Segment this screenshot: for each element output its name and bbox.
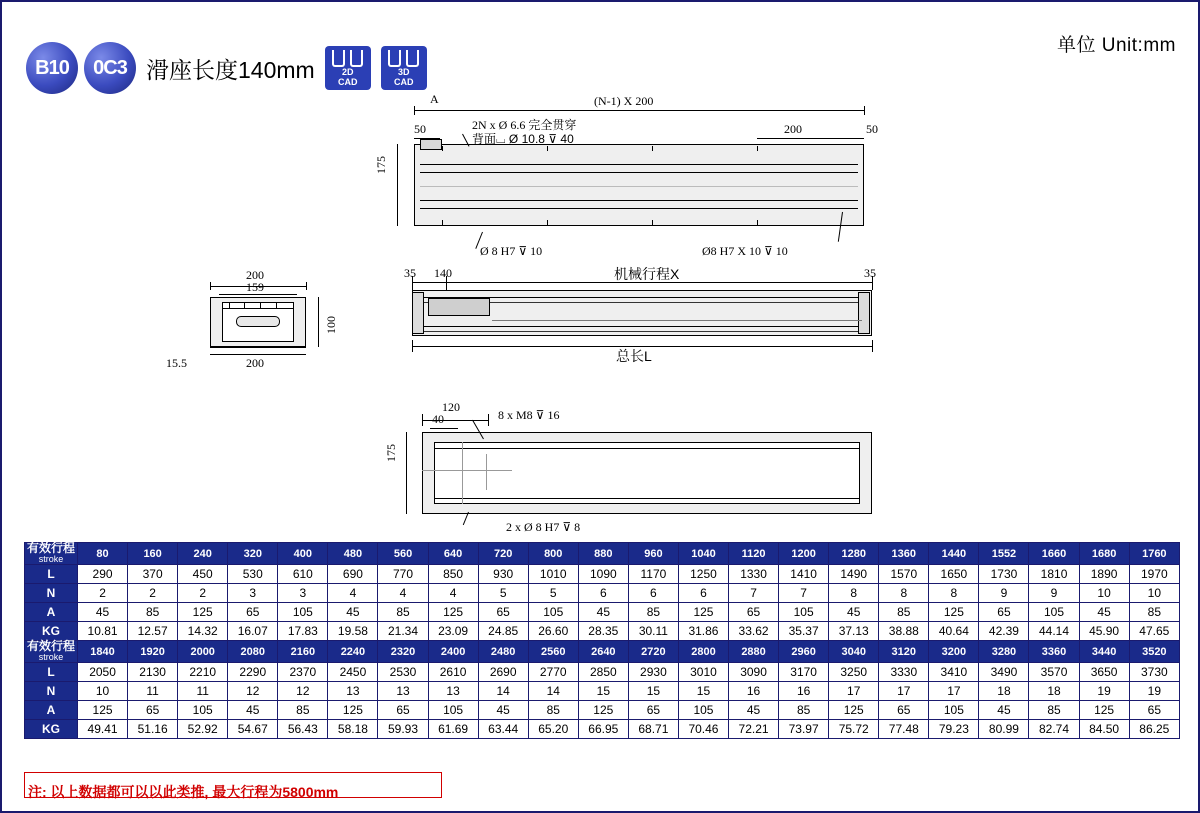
cell-kg: 26.60 (528, 622, 578, 641)
cell-n: 4 (428, 584, 478, 603)
stroke-cell: 1840 (78, 641, 128, 663)
cell-kg: 45.90 (1079, 622, 1129, 641)
cell-kg: 86.25 (1129, 720, 1179, 739)
cell-kg: 56.43 (278, 720, 328, 739)
cell-l: 770 (378, 565, 428, 584)
cell-kg: 17.83 (278, 622, 328, 641)
hole-note-1: 2N x Ø 6.6 完全贯穿 (472, 118, 577, 132)
cell-n: 16 (779, 682, 829, 701)
dim-35-right: 35 (864, 266, 876, 280)
cell-n: 7 (779, 584, 829, 603)
section-slot (236, 316, 280, 327)
stroke-cell: 2080 (228, 641, 278, 663)
cell-l: 850 (428, 565, 478, 584)
cell-kg: 82.74 (1029, 720, 1079, 739)
stroke-cell: 560 (378, 543, 428, 565)
cell-a: 105 (779, 603, 829, 622)
cell-a: 105 (1029, 603, 1079, 622)
cell-l: 1890 (1079, 565, 1129, 584)
cell-l: 2850 (578, 663, 628, 682)
cell-kg: 70.46 (678, 720, 728, 739)
cell-kg: 73.97 (779, 720, 829, 739)
cell-a: 65 (628, 701, 678, 720)
hole-note-4: Ø8 H7 X 10 ⊽ 10 (702, 244, 788, 258)
cell-n: 6 (578, 584, 628, 603)
row-label-n: N (25, 584, 78, 603)
cell-a: 85 (779, 701, 829, 720)
cell-kg: 72.21 (729, 720, 779, 739)
cell-a: 105 (428, 701, 478, 720)
cell-l: 2450 (328, 663, 378, 682)
stroke-cell: 2160 (278, 641, 328, 663)
cell-a: 125 (178, 603, 228, 622)
cell-n: 15 (628, 682, 678, 701)
cell-a: 65 (729, 603, 779, 622)
table-row (25, 701, 1180, 720)
cell-a: 45 (729, 701, 779, 720)
cell-l: 1490 (829, 565, 879, 584)
cell-l: 1330 (729, 565, 779, 584)
stroke-cell: 1760 (1129, 543, 1179, 565)
cell-a: 45 (1079, 603, 1129, 622)
stroke-cell: 320 (228, 543, 278, 565)
cell-l: 290 (78, 565, 128, 584)
cell-n: 13 (428, 682, 478, 701)
cell-kg: 75.72 (829, 720, 879, 739)
cell-n: 13 (328, 682, 378, 701)
cell-kg: 19.58 (328, 622, 378, 641)
hole-note-2: 背面⌴ Ø 10.8 ⊽ 40 (472, 132, 574, 146)
cell-a: 125 (328, 701, 378, 720)
cell-a: 105 (678, 701, 728, 720)
table-row (25, 584, 1180, 603)
cell-kg: 16.07 (228, 622, 278, 641)
cell-l: 3010 (678, 663, 728, 682)
cell-kg: 38.88 (879, 622, 929, 641)
cell-l: 2050 (78, 663, 128, 682)
cell-kg: 12.57 (128, 622, 178, 641)
cell-a: 85 (628, 603, 678, 622)
stroke-cell: 3040 (829, 641, 879, 663)
table-row (25, 663, 1180, 682)
row-label-a: A (25, 603, 78, 622)
row-label-kg: KG (25, 622, 78, 641)
cell-a: 85 (128, 603, 178, 622)
cell-l: 2930 (628, 663, 678, 682)
cell-kg: 30.11 (628, 622, 678, 641)
dim-15-5: 15.5 (166, 356, 187, 370)
stroke-cell: 1680 (1079, 543, 1129, 565)
cell-l: 1010 (528, 565, 578, 584)
section-mark-a: A (430, 92, 439, 106)
cell-a: 125 (829, 701, 879, 720)
cell-l: 2370 (278, 663, 328, 682)
stroke-cell: 1920 (128, 641, 178, 663)
cell-kg: 49.41 (78, 720, 128, 739)
table-row (25, 565, 1180, 584)
front-view (402, 266, 882, 364)
cell-n: 2 (128, 584, 178, 603)
cell-kg: 66.95 (578, 720, 628, 739)
cell-l: 2770 (528, 663, 578, 682)
dim-100: 100 (324, 316, 338, 334)
cell-l: 1570 (879, 565, 929, 584)
stroke-cell: 880 (578, 543, 628, 565)
cell-kg: 51.16 (128, 720, 178, 739)
stroke-label: 机械行程X (614, 266, 680, 282)
cell-kg: 65.20 (528, 720, 578, 739)
cell-n: 10 (1129, 584, 1179, 603)
cad-glyph-icon (325, 50, 371, 67)
cell-n: 14 (478, 682, 528, 701)
cell-n: 9 (979, 584, 1029, 603)
cell-a: 105 (929, 701, 979, 720)
stroke-cell: 3120 (879, 641, 929, 663)
stroke-cell: 160 (128, 543, 178, 565)
stroke-cell: 3360 (1029, 641, 1079, 663)
cell-kg: 58.18 (328, 720, 378, 739)
top-view-body (414, 144, 864, 226)
cell-n: 6 (678, 584, 728, 603)
stroke-cell: 1660 (1029, 543, 1079, 565)
cell-n: 8 (829, 584, 879, 603)
cell-n: 14 (528, 682, 578, 701)
spec-table (24, 542, 1180, 739)
cell-kg: 21.34 (378, 622, 428, 641)
dim-175-top-view: 175 (374, 156, 388, 174)
cell-n: 12 (228, 682, 278, 701)
cell-a: 125 (678, 603, 728, 622)
cell-a: 65 (979, 603, 1029, 622)
cell-a: 65 (128, 701, 178, 720)
cell-kg: 79.23 (929, 720, 979, 739)
cell-a: 65 (378, 701, 428, 720)
cell-a: 65 (879, 701, 929, 720)
total-length-label: 总长L (616, 348, 652, 364)
cell-l: 2290 (228, 663, 278, 682)
cell-n: 3 (278, 584, 328, 603)
cell-a: 45 (979, 701, 1029, 720)
cell-kg: 31.86 (678, 622, 728, 641)
cell-kg: 23.09 (428, 622, 478, 641)
cell-a: 45 (228, 701, 278, 720)
cell-a: 125 (428, 603, 478, 622)
cell-a: 65 (228, 603, 278, 622)
dim-40: 40 (432, 412, 444, 426)
cell-n: 10 (78, 682, 128, 701)
row-label-l: L (25, 663, 78, 682)
cad-2d-name: 2D (341, 67, 354, 77)
cell-kg: 84.50 (1079, 720, 1129, 739)
cad-3d-name: 3D (397, 67, 410, 77)
cell-n: 12 (278, 682, 328, 701)
cell-a: 85 (1029, 701, 1079, 720)
cell-kg: 42.39 (979, 622, 1029, 641)
cell-a: 85 (879, 603, 929, 622)
stroke-cell: 3520 (1129, 641, 1179, 663)
cell-kg: 47.65 (1129, 622, 1179, 641)
cell-n: 4 (378, 584, 428, 603)
cad-2d-label: CAD (337, 77, 358, 87)
cell-kg: 40.64 (929, 622, 979, 641)
dim-35-left: 35 (404, 266, 416, 280)
cell-n: 19 (1129, 682, 1179, 701)
dim-140: 140 (434, 266, 452, 280)
stroke-cell: 1200 (779, 543, 829, 565)
stroke-cell: 1280 (829, 543, 879, 565)
stroke-cell: 2640 (578, 641, 628, 663)
cell-kg: 14.32 (178, 622, 228, 641)
cell-n: 18 (979, 682, 1029, 701)
thread-note: 8 x M8 ⊽ 16 (498, 408, 560, 422)
cad-2d-button[interactable] (325, 46, 371, 90)
cell-l: 2210 (178, 663, 228, 682)
pin-note: 2 x Ø 8 H7 ⊽ 8 (506, 520, 581, 534)
cell-a: 125 (1079, 701, 1129, 720)
cell-n: 13 (378, 682, 428, 701)
cell-n: 10 (1079, 584, 1129, 603)
cell-kg: 77.48 (879, 720, 929, 739)
cell-n: 5 (528, 584, 578, 603)
row-label-l: L (25, 565, 78, 584)
cell-a: 45 (578, 603, 628, 622)
cell-l: 1090 (578, 565, 628, 584)
cad-3d-button[interactable] (381, 46, 427, 90)
cell-l: 2690 (478, 663, 528, 682)
cell-l: 1970 (1129, 565, 1179, 584)
cell-n: 11 (128, 682, 178, 701)
dim-159: 159 (246, 280, 264, 294)
cell-kg: 35.37 (779, 622, 829, 641)
cell-l: 2610 (428, 663, 478, 682)
model-description: 滑座长度140mm (146, 56, 315, 83)
cell-a: 125 (78, 701, 128, 720)
table-row (25, 622, 1180, 641)
cell-l: 930 (478, 565, 528, 584)
cell-l: 610 (278, 565, 328, 584)
stroke-cell: 2880 (729, 641, 779, 663)
cell-a: 45 (829, 603, 879, 622)
cell-l: 690 (328, 565, 378, 584)
dim-50-left: 50 (414, 122, 426, 136)
cell-kg: 10.81 (78, 622, 128, 641)
stroke-cell: 3200 (929, 641, 979, 663)
cell-a: 125 (578, 701, 628, 720)
row-label-a: A (25, 701, 78, 720)
cell-l: 1170 (628, 565, 678, 584)
cell-n: 15 (678, 682, 728, 701)
cell-l: 3330 (879, 663, 929, 682)
stroke-cell: 960 (628, 543, 678, 565)
dim-120: 120 (442, 400, 460, 414)
stroke-cell: 1552 (979, 543, 1029, 565)
cell-a: 65 (1129, 701, 1179, 720)
stroke-cell: 2480 (478, 641, 528, 663)
cell-n: 8 (929, 584, 979, 603)
footer-note: 注: 以上数据都可以以此类推, 最大行程为5800mm (28, 784, 339, 800)
cell-a: 65 (478, 603, 528, 622)
stroke-cell: 2560 (528, 641, 578, 663)
cell-a: 105 (178, 701, 228, 720)
dim-175-bottom-view: 175 (384, 444, 398, 462)
cell-n: 5 (478, 584, 528, 603)
table-row (25, 603, 1180, 622)
table-row (25, 720, 1180, 739)
cell-n: 16 (729, 682, 779, 701)
cell-l: 1650 (929, 565, 979, 584)
table-row (25, 543, 1180, 565)
cad-glyph-icon (381, 50, 427, 67)
cell-a: 85 (278, 701, 328, 720)
cell-l: 3650 (1079, 663, 1129, 682)
cell-n: 17 (829, 682, 879, 701)
cell-n: 15 (578, 682, 628, 701)
cell-n: 2 (78, 584, 128, 603)
cell-n: 4 (328, 584, 378, 603)
cell-l: 3170 (779, 663, 829, 682)
cell-n: 11 (178, 682, 228, 701)
cad-3d-label: CAD (393, 77, 414, 87)
cell-kg: 59.93 (378, 720, 428, 739)
cell-a: 85 (378, 603, 428, 622)
top-view (372, 92, 892, 258)
cell-n: 3 (228, 584, 278, 603)
front-right-endcap (858, 292, 870, 334)
bottom-view (384, 394, 882, 534)
bottom-inner (434, 442, 860, 504)
cell-kg: 44.14 (1029, 622, 1079, 641)
hole-note-3: Ø 8 H7 ⊽ 10 (480, 244, 543, 258)
cell-l: 2130 (128, 663, 178, 682)
stroke-row-label: 有效行程 stroke (25, 641, 78, 663)
dim-200-bottom: 200 (246, 356, 264, 370)
cell-l: 3090 (729, 663, 779, 682)
stroke-cell: 1440 (929, 543, 979, 565)
row-label-n: N (25, 682, 78, 701)
cell-a: 45 (78, 603, 128, 622)
cell-kg: 24.85 (478, 622, 528, 641)
cell-a: 85 (528, 701, 578, 720)
cell-n: 18 (1029, 682, 1079, 701)
cell-a: 85 (1129, 603, 1179, 622)
cell-n: 17 (879, 682, 929, 701)
table-row (25, 641, 1180, 663)
stroke-cell: 3440 (1079, 641, 1129, 663)
cell-l: 1810 (1029, 565, 1079, 584)
cell-l: 3250 (829, 663, 879, 682)
section-view (166, 264, 352, 370)
cell-a: 45 (478, 701, 528, 720)
cell-kg: 54.67 (228, 720, 278, 739)
cell-n: 7 (729, 584, 779, 603)
dim-200: 200 (784, 122, 802, 136)
row-label-kg: KG (25, 720, 78, 739)
cell-n: 6 (628, 584, 678, 603)
table-row (25, 682, 1180, 701)
stroke-cell: 2960 (779, 641, 829, 663)
cell-a: 45 (328, 603, 378, 622)
unit-label: 单位 Unit:mm (1056, 35, 1176, 56)
cell-l: 1250 (678, 565, 728, 584)
model-badge-1: B10 (26, 42, 78, 94)
stroke-cell: 400 (278, 543, 328, 565)
dim-200-top: 200 (246, 268, 264, 282)
stroke-cell: 720 (478, 543, 528, 565)
cell-l: 3490 (979, 663, 1029, 682)
cell-kg: 33.62 (729, 622, 779, 641)
stroke-cell: 240 (178, 543, 228, 565)
pitch-note: (N-1) X 200 (594, 94, 654, 108)
stroke-cell: 1040 (678, 543, 728, 565)
cell-kg: 80.99 (979, 720, 1029, 739)
cell-l: 370 (128, 565, 178, 584)
stroke-cell: 800 (528, 543, 578, 565)
stroke-cell: 2720 (628, 641, 678, 663)
stroke-cell: 2320 (378, 641, 428, 663)
cell-l: 2530 (378, 663, 428, 682)
dim-50-right: 50 (866, 122, 878, 136)
cell-l: 530 (228, 565, 278, 584)
cell-kg: 37.13 (829, 622, 879, 641)
stroke-cell: 3280 (979, 641, 1029, 663)
front-left-endcap (412, 292, 424, 334)
cell-n: 17 (929, 682, 979, 701)
cell-n: 2 (178, 584, 228, 603)
cell-n: 19 (1079, 682, 1129, 701)
cell-l: 3730 (1129, 663, 1179, 682)
stroke-cell: 2400 (428, 641, 478, 663)
cell-a: 105 (528, 603, 578, 622)
stroke-cell: 2240 (328, 641, 378, 663)
stroke-cell: 1120 (729, 543, 779, 565)
cell-l: 1410 (779, 565, 829, 584)
cell-a: 125 (929, 603, 979, 622)
cell-kg: 61.69 (428, 720, 478, 739)
stroke-cell: 480 (328, 543, 378, 565)
cell-kg: 63.44 (478, 720, 528, 739)
stroke-cell: 80 (78, 543, 128, 565)
cell-l: 3410 (929, 663, 979, 682)
cell-n: 8 (879, 584, 929, 603)
stroke-cell: 2000 (178, 641, 228, 663)
cell-a: 105 (278, 603, 328, 622)
model-badge-2: 0C3 (84, 42, 136, 94)
cell-l: 1730 (979, 565, 1029, 584)
stroke-row-label: 有效行程 stroke (25, 543, 78, 565)
stroke-cell: 2800 (678, 641, 728, 663)
cell-l: 450 (178, 565, 228, 584)
cell-kg: 52.92 (178, 720, 228, 739)
stroke-cell: 640 (428, 543, 478, 565)
cell-kg: 68.71 (628, 720, 678, 739)
cell-n: 9 (1029, 584, 1079, 603)
model-title-bar (26, 42, 427, 94)
stroke-cell: 1360 (879, 543, 929, 565)
cell-kg: 28.35 (578, 622, 628, 641)
front-carriage (428, 298, 490, 316)
top-view-end-block (420, 139, 442, 150)
cell-l: 3570 (1029, 663, 1079, 682)
